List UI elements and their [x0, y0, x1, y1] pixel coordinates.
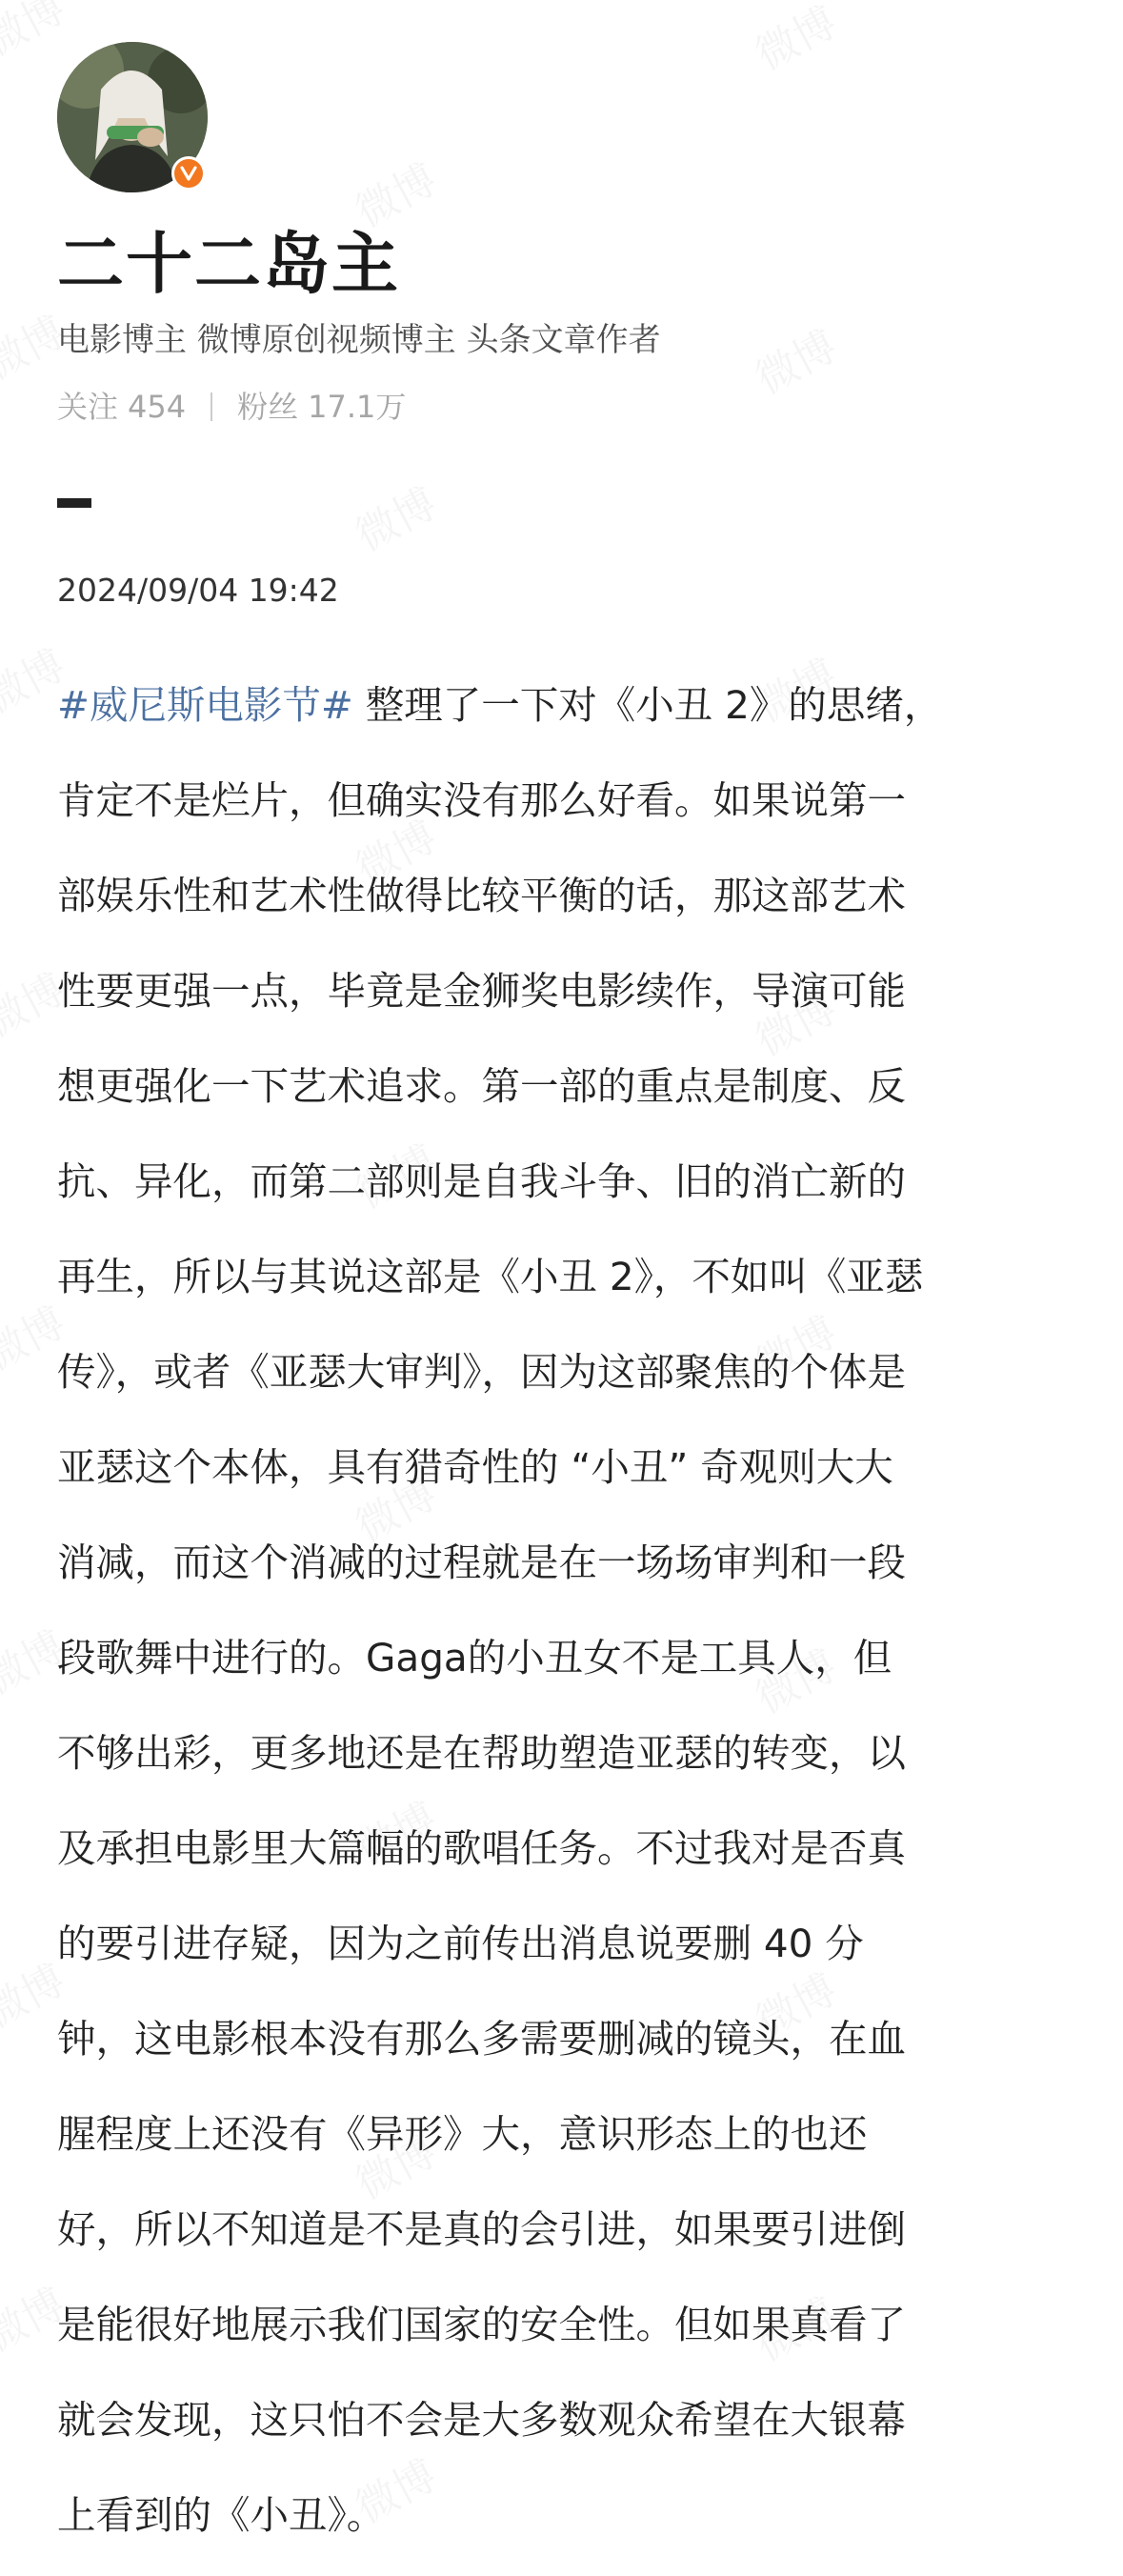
- followers-stat[interactable]: [237, 385, 406, 429]
- post-line: 就会发现，这只怕不会是大多数观众希望在大银幕: [57, 2397, 906, 2443]
- post-line: 及承担电影里大篇幅的歌唱任务。不过我对是否真: [57, 1825, 906, 1871]
- post-line: 想更强化一下艺术追求。第一部的重点是制度、反: [57, 1063, 906, 1109]
- following-count: 454: [128, 389, 187, 425]
- following-stat[interactable]: [57, 385, 186, 429]
- post-line: 性要更强一点，毕竟是金狮奖电影续作，导演可能: [57, 968, 906, 1014]
- followers-label: 粉丝: [237, 389, 299, 425]
- post-line: 上看到的《小丑》。: [57, 2492, 386, 2538]
- verified-v-icon: [171, 156, 206, 191]
- watermark: [743, 312, 846, 406]
- post-line: 不够出彩，更多地还是在帮助塑造亚瑟的转变，以: [57, 1730, 906, 1776]
- post-line: 段歌舞中进行的。Gaga的小丑女不是工具人，但: [57, 1635, 892, 1680]
- following-label: 关注: [57, 389, 119, 425]
- stats-divider: [211, 392, 212, 421]
- post-line: 亚瑟这个本体，具有猎奇性的 “小丑” 奇观则大大: [57, 1444, 893, 1490]
- post-line: 传》，或者《亚瑟大审判》，因为这部聚焦的个体是: [57, 1349, 906, 1395]
- followers-count: 17.1万: [308, 389, 407, 425]
- post-line: 再生，所以与其说这部是《小丑 2》，不如叫《亚瑟: [57, 1254, 924, 1299]
- post-body: [57, 657, 1073, 2563]
- watermark: [343, 470, 446, 563]
- post-line: 的要引进存疑，因为之前传出消息说要删 40 分: [57, 1921, 864, 1966]
- post-line-text: 整理了一下对《小丑 2》的思绪，: [352, 682, 943, 728]
- post-line: 消减，而这个消减的过程就是在一场场审判和一段: [57, 1540, 906, 1585]
- post-line: 肯定不是烂片，但确实没有那么好看。如果说第一: [57, 777, 906, 823]
- post-line: 腥程度上还没有《异形》大，意识形态上的也还: [57, 2111, 868, 2157]
- post-timestamp: 2024/09/04 19:42: [57, 572, 339, 609]
- watermark: [0, 0, 74, 68]
- user-bio: 电影博主 微博原创视频博主 头条文章作者: [57, 321, 661, 359]
- post-line: 抗、异化，而第二部则是自我斗争、旧的消亡新的: [57, 1158, 906, 1204]
- post-line: 部娱乐性和艺术性做得比较平衡的话，那这部艺术: [57, 873, 906, 918]
- post-line: 好，所以不知道是不是真的会引进，如果要引进倒: [57, 2206, 906, 2252]
- watermark: [743, 0, 846, 82]
- hashtag-link[interactable]: #威尼斯电影节#: [57, 682, 353, 728]
- section-divider-mark: [57, 498, 91, 508]
- display-name[interactable]: 二十二岛主: [57, 225, 400, 303]
- post-line: [57, 657, 1073, 753]
- follow-stats: [57, 385, 406, 429]
- post-line: 是能很好地展示我们国家的安全性。但如果真看了: [57, 2302, 906, 2347]
- post-line: 钟，这电影根本没有那么多需要删减的镜头，在血: [57, 2016, 906, 2062]
